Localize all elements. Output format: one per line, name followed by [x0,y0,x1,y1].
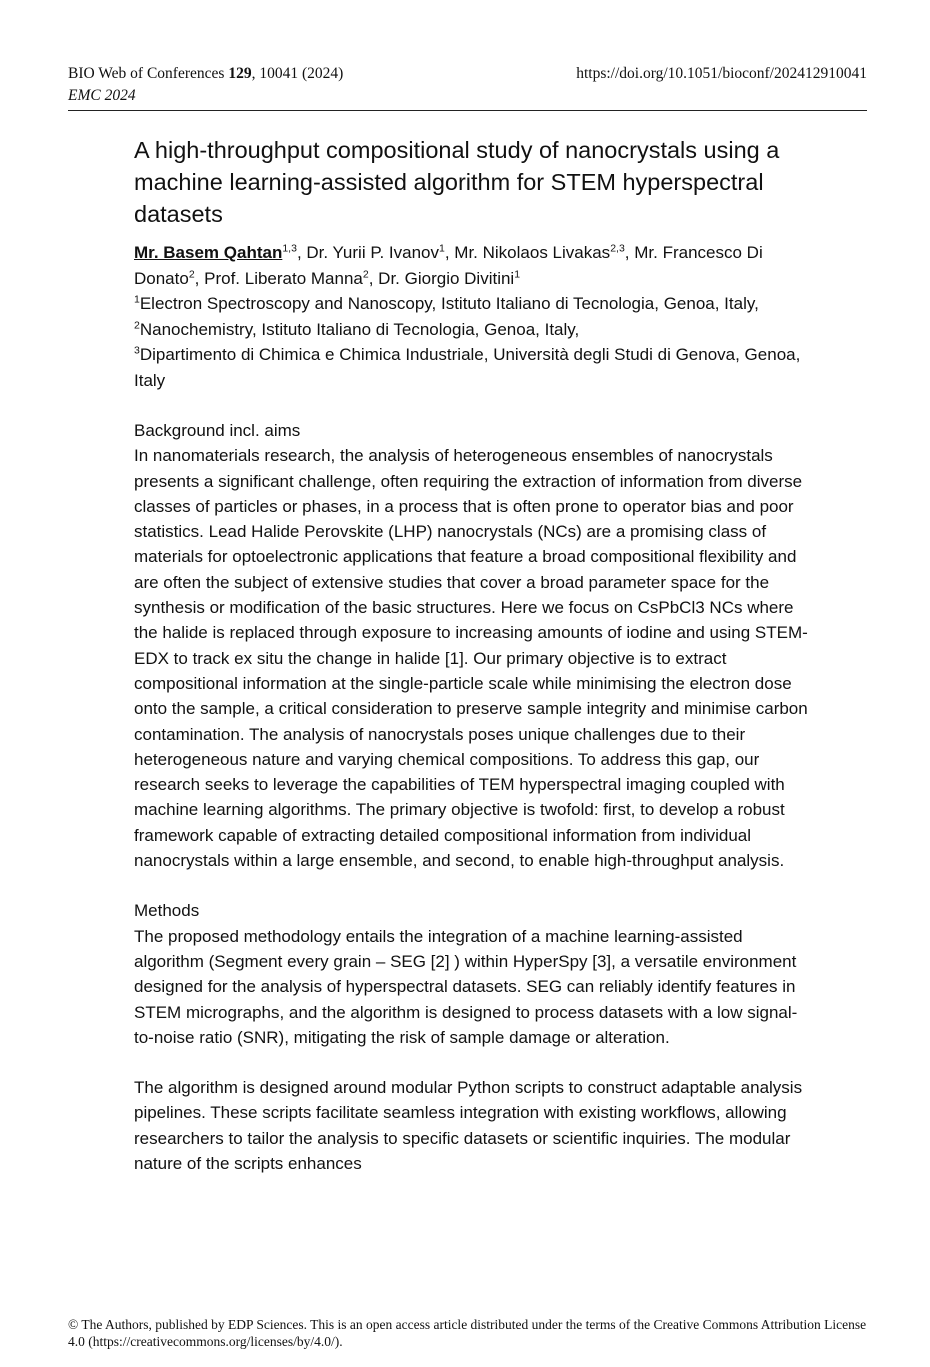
article-body [134,134,814,1176]
presenting-author: Mr. Basem Qahtan [134,243,283,262]
author-affiliation-mark: 1,3 [282,242,297,255]
background-paragraph: In nanomaterials research, the analysis of heterogeneous ensembles of nanocrystals presents a significant challenge, often requiring the extraction of information from diverse classes of particles or phases, in a process that is often prone to operator bias and poor statistics. Lead Halide Perovskite (LHP) nanocrystals (NCs) are a promising class of materials for optoelectronic applications that feature a broad compositional flexibility and are often the subject of extensive studies that cover a broad parameter space for the synthesis or modification of the basic structures. Here we focus on CsPbCl3 NCs where the halide is replaced through exposure to increasing amounts of iodine and using STEM-EDX to track ex situ the change in halide [1]. Our primary objective is to extract compositional information at the single-particle scale while minimising the electron dose onto the sample, a critical consideration to preserve sample integrity and minimise carbon contamination. The analysis of nanocrystals poses unique challenges due to their heterogeneous nature and varying chemical compositions. To address this gap, our research seeks to leverage the capabilities of TEM hyperspectral imaging coupled with machine learning algorithms. The primary objective is twofold: first, to develop a robust framework capable of extracting detailed compositional information from individual nanocrystals within a large ensemble, and second, to enable high-throughput analysis. [134,446,808,871]
affiliation-list [134,291,814,393]
journal-name: BIO Web of Conferences [68,65,229,82]
author: , Mr. Nikolaos Livakas [444,243,611,262]
author-list [134,240,814,291]
doi-link[interactable]: https://doi.org/10.1051/bioconf/202412910041 [576,65,867,82]
author-affiliation-mark: 2,3 [610,242,625,255]
affiliation: Nanochemistry, Istituto Italiano di Tecnologia, Genoa, Italy, [139,319,580,339]
journal-volume: 129 [228,65,252,82]
author: , Prof. Liberato Manna [194,268,363,288]
conference-name: EMC 2024 [68,87,136,104]
methods-paragraph-2: The algorithm is designed around modular Python scripts to construct adaptable analysis pipelines. These scripts facilitate seamless integration with existing workflows, allowing researchers to tailor the analysis to specific datasets or scientific inquiries. The modular nature of the scripts enhances [134,1078,803,1174]
affiliation-mark: 2 [134,318,140,331]
affiliation: Electron Spectroscopy and Nanoscopy, Istituto Italiano di Tecnologia, Genoa, Italy, [139,294,759,313]
methods-heading: Methods [134,901,200,921]
article-number: , 10041 (2024) [251,65,344,82]
background-heading: Background incl. aims [134,421,301,440]
author: , Dr. Yurii P. Ivanov [296,243,439,262]
affiliation-mark: 3 [134,344,140,357]
author: , Mr. Francesco Di Donato [134,243,763,288]
author-affiliation-mark: 1 [514,267,521,280]
author-affiliation-mark: 1 [439,242,445,255]
affiliation-mark: 1 [134,293,140,306]
author-affiliation-mark: 2 [362,267,369,280]
methods-paragraph: The proposed methodology entails the integration of a machine learning-assisted algorithm (Segment every grain – SEG [2] ) within HyperSpy [3], a versatile environment designed for the analysis of hyperspectral datasets. SEG can reliably identify features in STEM micrographs, and the algorithm is designed to process datasets with a low signal-to-noise ratio (SNR), mitigating the risk of sample damage or alteration. [134,926,798,1047]
journal-citation [68,64,343,84]
license-footer: © The Authors, published by EDP Sciences. This is an open access article distributed under the terms of the Creative Commons Attribution License 4.0 (https://creativecommons.org/licenses/by/4.0/). [68,1317,867,1349]
article-title: A high-throughput compositional study of nanocrystals using a machine learning-assisted algorithm for STEM hyperspectral datasets [134,137,780,227]
author-affiliation-mark: 2 [188,267,195,280]
page-header [68,64,867,111]
author: , Dr. Giorgio Divitini [368,268,515,288]
affiliation: Dipartimento di Chimica e Chimica Industriale, Università degli Studi di Genova, Genoa, Italy [134,345,801,390]
